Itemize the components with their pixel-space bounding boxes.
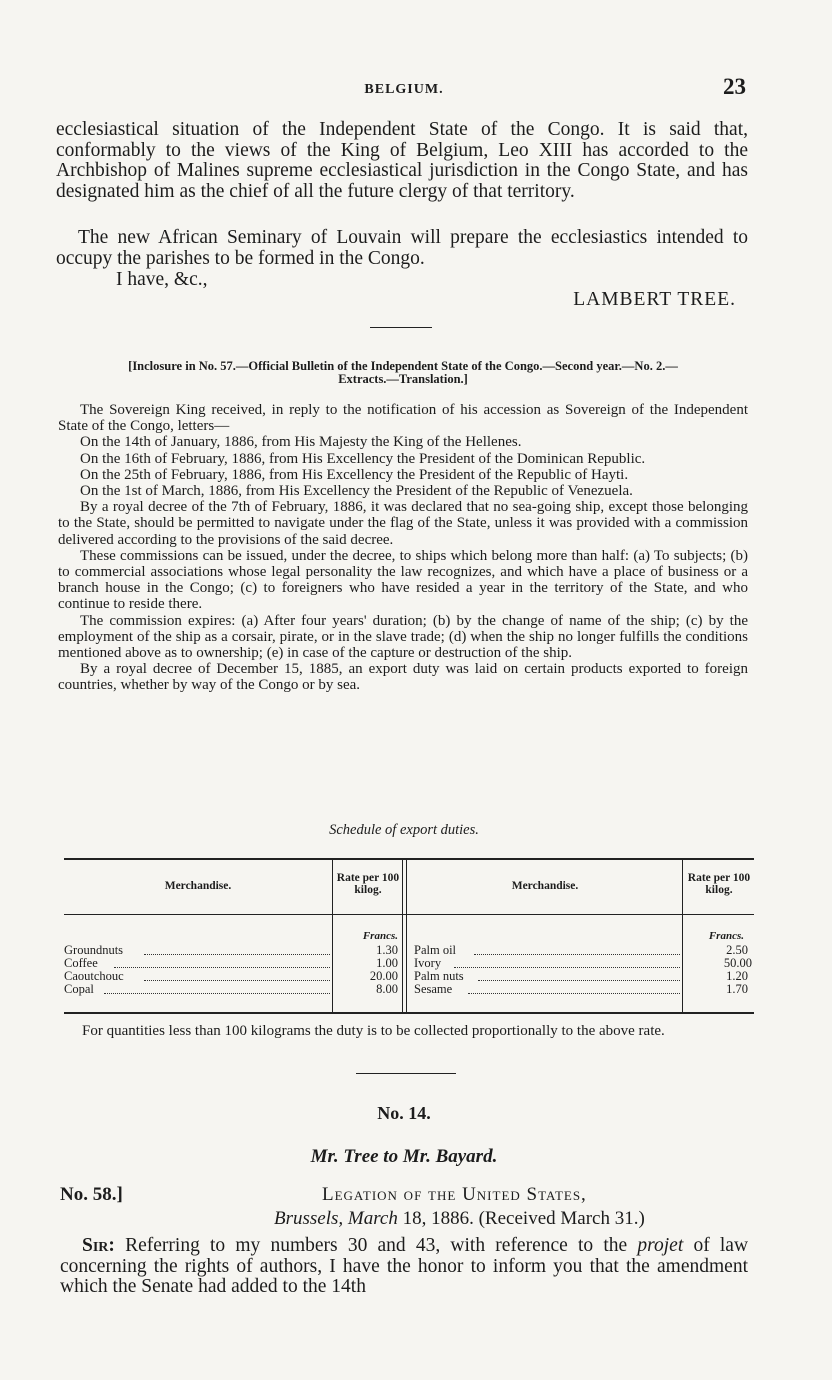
- rate-value: 8.00: [376, 982, 398, 996]
- merchandise-name: Groundnuts: [64, 943, 124, 957]
- enclosure-paragraph: By a royal decree of the 7th of February, 1886, it was declared that no sea-going ship, except those belonging to the State, should be permitted to navigate under the flag of the State, unless it was provided with a commission delivered according to the provisions of the said decree.: [58, 499, 748, 548]
- correspondents-heading: Mr. Tree to Mr. Bayard.: [310, 1146, 498, 1167]
- rate-value: 1.00: [376, 956, 398, 970]
- enclosure-paragraph: On the 1st of March, 1886, from His Excellency the President of the Republic of Venezuela.: [80, 483, 633, 500]
- rate-value: 2.50: [726, 943, 748, 957]
- rate-value: 1.30: [376, 943, 398, 957]
- salutation-sir: Sir:: [82, 1235, 115, 1256]
- rate-value: 20.00: [369, 969, 398, 983]
- enclosure-paragraph: On the 16th of February, 1886, from His Excellency the President of the Dominican Republic.: [80, 450, 646, 467]
- seminary-paragraph: The new African Seminary of Louvain will prepare the ecclesiastics intended to occupy the parishes to be formed in the Congo.: [56, 227, 748, 269]
- page-number: 23: [723, 74, 746, 99]
- column-header-merchandise: Merchandise.: [511, 880, 579, 892]
- export-duty-table: [64, 858, 758, 1016]
- column-divider: [332, 858, 333, 1012]
- column-header-rate: Rate per 100 kilog.: [687, 872, 751, 896]
- received-date: (Received March 31.): [478, 1208, 645, 1229]
- dot-leader: [474, 954, 680, 955]
- merchandise-name: Palm oil: [414, 943, 457, 957]
- dot-leader: [144, 954, 330, 955]
- dateline-place: Brussels,: [274, 1208, 344, 1229]
- table-header-rule: [64, 914, 754, 915]
- document-page: [56, 0, 752, 1380]
- merchandise-name: Coffee: [64, 956, 98, 970]
- rate-value: 50.00: [723, 956, 752, 970]
- continued-paragraph: ecclesiastical situation of the Independent State of the Congo. It is said that, conformably to the views of the King of Belgium, Leo XIII has accorded to the Archbishop of Malines supreme ecclesiastical jurisdiction in the Congo State, and has designated him as the chief of all the future clergy of that territory.: [56, 119, 748, 202]
- enclosure-paragraph: The commission expires: (a) After four years' duration; (b) by the change of name of the ship; (c) by the employment of the ship as a corsair, pirate, or in the slave trade; (d) when the ship no longer fulfills the conditions mentioned above as to ownership; (e) in case of the capture or destruction of the ship.: [58, 612, 748, 662]
- enclosure-paragraph: These commissions can be issued, under the decree, to ships which belong more than half: (a) To subjects; (b) to commercial associations whose legal personality the law recognizes, and which have a place of business or a branch house in the Congo; (c) to foreigners who have resided a year in the territory of the State, and who continue to reside there.: [58, 547, 748, 613]
- dispatch-number: No. 58.]: [60, 1184, 123, 1205]
- section-divider: [356, 1073, 456, 1074]
- column-header-merchandise: Merchandise.: [164, 880, 232, 892]
- merchandise-name: Copal: [64, 982, 94, 996]
- enclosure-body: [58, 402, 748, 694]
- column-divider: [402, 858, 403, 1012]
- merchandise-name: Sesame: [414, 982, 453, 996]
- running-title: BELGIUM.: [364, 82, 444, 97]
- dot-leader: [104, 993, 330, 994]
- table-bottom-rule: [64, 1012, 754, 1014]
- dot-leader: [454, 967, 680, 968]
- document-number: No. 14.: [377, 1103, 431, 1123]
- enclosure-paragraph: By a royal decree of December 15, 1885, an export duty was laid on certain products exported to foreign countries, whether by way of the Congo or by sea.: [58, 661, 748, 694]
- units-label: Francs.: [362, 930, 398, 942]
- table-top-rule: [64, 858, 754, 860]
- column-divider: [406, 858, 407, 1012]
- opening-text: Referring to my numbers 30 and 43, with reference to the: [125, 1235, 628, 1256]
- enclosure-heading: [58, 360, 748, 386]
- enclosure-heading-line: [Inclosure in No. 57.—Official Bulletin of the Independent State of the Congo.—Second year.—No. 2.—: [128, 359, 678, 373]
- enclosure-heading-line: Extracts.—Translation.]: [338, 372, 468, 386]
- dot-leader: [114, 967, 330, 968]
- dateline: [274, 1208, 645, 1230]
- dot-leader: [478, 980, 680, 981]
- signature: LAMBERT TREE.: [573, 289, 736, 310]
- section-divider: [370, 327, 432, 328]
- legation-text: Legation of the United States,: [322, 1184, 587, 1205]
- merchandise-name: Ivory: [414, 956, 442, 970]
- dot-leader: [468, 993, 680, 994]
- legation-heading: [322, 1184, 587, 1206]
- schedule-title: Schedule of export duties.: [329, 822, 479, 838]
- dateline-month: March: [347, 1208, 398, 1229]
- merchandise-name: Caoutchouc: [64, 969, 124, 983]
- opening-text-continued: of law concerning the rights of authors, I have the honor to inform you that the amendment which the Senate had added to the 14th: [60, 1235, 749, 1297]
- running-head: [56, 74, 752, 102]
- units-label: Francs.: [708, 930, 744, 942]
- enclosure-paragraph: On the 25th of February, 1886, from His Excellency the President of the Republic of Hayti.: [80, 466, 629, 483]
- column-divider: [682, 858, 683, 1012]
- column-header-rate: Rate per 100 kilog.: [336, 872, 400, 896]
- opening-italic: projet: [637, 1235, 684, 1256]
- closing-salutation: I have, &c.,: [116, 269, 208, 290]
- enclosure-paragraph: On the 14th of January, 1886, from His Majesty the King of the Hellenes.: [80, 434, 522, 451]
- dateline-day: 18, 1886.: [402, 1208, 474, 1229]
- rate-value: 1.20: [726, 969, 748, 983]
- merchandise-name: Palm nuts: [414, 969, 464, 983]
- proportional-duty-note: For quantities less than 100 kilograms the duty is to be collected proportionally to the above rate.: [82, 1023, 665, 1039]
- enclosure-paragraph: The Sovereign King received, in reply to the notification of his accession as Sovereign of the Independent State of the Congo, letters—: [58, 402, 748, 435]
- opening-paragraph: [60, 1236, 748, 1298]
- rate-value: 1.70: [726, 982, 748, 996]
- dot-leader: [144, 980, 330, 981]
